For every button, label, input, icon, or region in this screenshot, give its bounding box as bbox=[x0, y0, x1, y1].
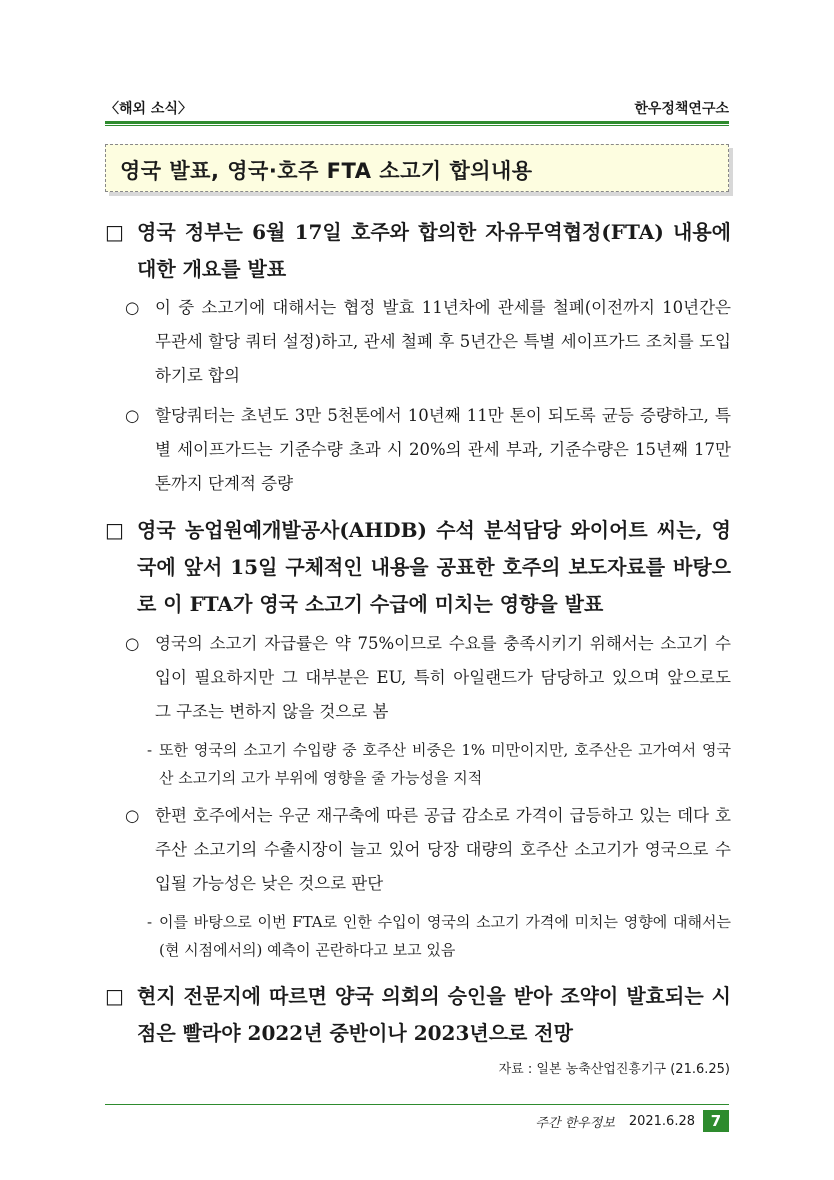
circle-bullet-icon: ○ bbox=[125, 406, 140, 425]
main-point-text: 현지 전문지에 따르면 양국 의회의 승인을 받아 조약이 발효되는 시점은 빨라야 2022년 중반이나 2023년으로 전망 bbox=[137, 984, 731, 1045]
publication-name: 주간 한우정보 bbox=[535, 1115, 615, 1131]
main-point-1 bbox=[105, 214, 731, 288]
footer-rule bbox=[105, 1104, 729, 1105]
square-bullet-icon: □ bbox=[105, 518, 124, 542]
dash-bullet: - bbox=[147, 913, 153, 931]
header-rule-thin bbox=[105, 125, 729, 126]
page-number: 7 bbox=[703, 1110, 729, 1132]
main-point-2 bbox=[105, 512, 731, 623]
main-point-text: 영국 농업원예개발공사(AHDB) 수석 분석담당 와이어트 씨는, 영국에 앞서 15일 구체적인 내용을 공표한 호주의 보도자료를 바탕으로 이 FTA가 영국 소고기 수급에 미치는 영향을 발표 bbox=[137, 518, 731, 616]
detail-point-2 bbox=[105, 908, 731, 964]
dash-bullet: - bbox=[147, 741, 153, 759]
sub-point-text: 한편 호주에서는 우군 재구축에 따른 공급 감소로 가격이 급등하고 있는 데다 호주산 소고기의 수출시장이 늘고 있어 당장 대량의 호주산 소고기가 영국으로 수입될 가능성은 낮은 것으로 판단 bbox=[155, 806, 731, 893]
square-bullet-icon: □ bbox=[105, 220, 124, 244]
circle-bullet-icon: ○ bbox=[125, 806, 140, 825]
organization-name: 한우정책연구소 bbox=[634, 101, 729, 117]
circle-bullet-icon: ○ bbox=[125, 634, 140, 653]
article-title-box bbox=[105, 144, 729, 192]
sub-point-4 bbox=[105, 799, 731, 901]
source-citation: 자료 : 일본 농축산업진흥기구 (21.6.25) bbox=[498, 1062, 730, 1077]
sub-point-text: 할당쿼터는 초년도 3만 5천톤에서 10년째 11만 톤이 되도록 균등 증량하고, 특별 세이프가드는 기준수량 초과 시 20%의 관세 부과, 기준수량은 15년째 17만 톤까지 단계적 증량 bbox=[155, 406, 731, 493]
sub-point-1 bbox=[105, 291, 731, 393]
article-title: 영국 발표, 영국·호주 FTA 소고기 합의내용 bbox=[120, 159, 533, 183]
section-label: 〈해외 소식〉 bbox=[105, 101, 192, 117]
main-point-3 bbox=[105, 978, 731, 1052]
detail-point-text: 이를 바탕으로 이번 FTA로 인한 수입이 영국의 소고기 가격에 미치는 영향에 대해서는 (현 시점에서의) 예측이 곤란하다고 보고 있음 bbox=[159, 913, 731, 959]
issue-date: 2021.6.28 bbox=[628, 1113, 695, 1129]
header-rule-thick bbox=[105, 121, 729, 124]
sub-point-text: 이 중 소고기에 대해서는 협정 발효 11년차에 관세를 철폐(이전까지 10년간은 무관세 할당 쿼터 설정)하고, 관세 철폐 후 5년간은 특별 세이프가드 조치를 도입하기로 합의 bbox=[155, 298, 731, 385]
page-header bbox=[105, 98, 729, 120]
page-footer bbox=[535, 1110, 729, 1132]
detail-point-text: 또한 영국의 소고기 수입량 중 호주산 비중은 1% 미만이지만, 호주산은 고가여서 영국산 소고기의 고가 부위에 영향을 줄 가능성을 지적 bbox=[159, 741, 731, 787]
circle-bullet-icon: ○ bbox=[125, 298, 140, 317]
main-point-text: 영국 정부는 6월 17일 호주와 합의한 자유무역협정(FTA) 내용에 대한 개요를 발표 bbox=[137, 220, 731, 281]
sub-point-text: 영국의 소고기 자급률은 약 75%이므로 수요를 충족시키기 위해서는 소고기 수입이 필요하지만 그 대부분은 EU, 특히 아일랜드가 담당하고 있으며 앞으로도 그 구조는 변하지 않을 것으로 봄 bbox=[155, 634, 731, 721]
sub-point-2 bbox=[105, 399, 731, 501]
sub-point-3 bbox=[105, 627, 731, 729]
detail-point-1 bbox=[105, 736, 731, 792]
square-bullet-icon: □ bbox=[105, 984, 124, 1008]
